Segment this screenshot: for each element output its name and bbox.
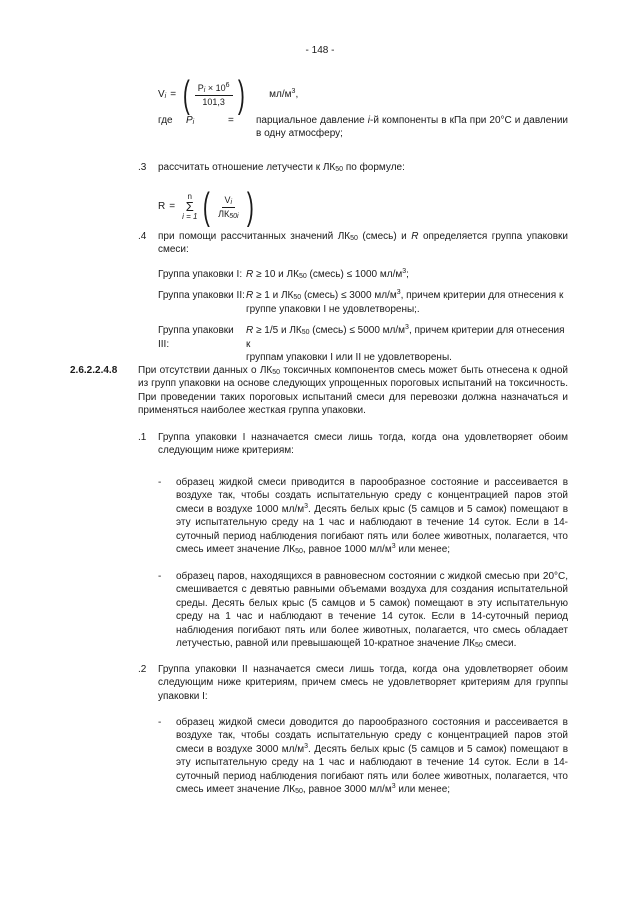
criterion-1b xyxy=(158,570,568,650)
bullet-dash: - xyxy=(158,571,162,582)
subitem-2 xyxy=(138,663,568,703)
bullet-dash: - xyxy=(158,477,162,488)
subitem-1 xyxy=(138,431,568,458)
formula-vi-unit: $мл/м^3$, xyxy=(269,88,299,101)
packing-group-criteria: R ≥ 10 и $ЛК_{50}$ (смесь) ≤ 1000 $мл/м^3$; xyxy=(246,268,409,280)
subitem-1-number: .1 xyxy=(138,432,147,443)
packing-group-3 xyxy=(158,324,568,364)
bullet-dash: - xyxy=(158,717,162,728)
sum-upper: n xyxy=(187,192,192,202)
formula-r-denominator: $ЛК_{50i}$ xyxy=(218,208,239,220)
packing-groups xyxy=(158,268,568,364)
item-4 xyxy=(138,230,568,257)
section-paragraph: При отсутствии данных о $ЛК_{50}$ токсичных компонентов смесь может быть отнесена к одной из групп упаковки на основе следующих упрощенных пороговых испытаний на токсичность. При проведении таких пороговых испытаний смеси для перевозки должна назначаться и применяться наиболее жесткая группа упаковки. xyxy=(138,365,568,417)
page-number: - 148 - xyxy=(305,45,335,56)
criterion-1a xyxy=(158,476,568,556)
where-clause xyxy=(158,114,568,141)
criterion-text: образец жидкой смеси доводится до парообразного состояния и рассеивается в воздухе так, чтобы создать испытательную среду с концентрацией паров этой смеси в воздухе 3000 $мл/м^3$. Десять белых крыс (5 самцов и 5 самок) помещают в эту испытательную среду на 1 час и наблюдают в течение 14 суток. Если в 14-суточный период наблюдения погибают пять или более животных, полагается, что смесь имеет значение $ЛК_{50}$, равное 3000 $мл/м^3$ или менее; xyxy=(176,717,569,795)
criterion-text: образец жидкой смеси приводится в парообразное состояние и рассеивается в воздухе так, чтобы создать испытательную среду с концентрацией паров этой смеси в воздухе 1000 $мл/м^3$. Десять белых крыс (5 самцов и 5 самок) помещают в эту испытательную среду на 1 час и наблюдают в течение 14 суток. Если в 14-суточный период наблюдения погибают пять или более животных, полагается, что смесь имеет значение $ЛК_{50}$, равное 1000 $мл/м^3$ или менее; xyxy=(176,477,569,555)
where-definition: парциальное давление i-й компоненты в кПа при 20°С и давлении в одну атмосферу; xyxy=(256,115,568,140)
paren-right: ) xyxy=(246,186,254,228)
packing-group-2 xyxy=(158,289,568,316)
formula-r xyxy=(158,188,256,226)
paren-left: ( xyxy=(203,186,211,228)
packing-group-label: Группа упаковки II: xyxy=(158,290,245,302)
formula-vi xyxy=(158,76,298,114)
formula-r-lhs: R xyxy=(158,201,166,213)
criterion-text: образец паров, находящихся в равновесном состоянии с жидкой смесью при 20°С, смешивается с девятью равными объемами воздуха для создания испытательной среды. Десять белых крыс (5 самцов и 5 самок) помещают в эту испытательную среду на 1 час и наблюдают в течение 14 суток. Если в 14-суточный период наблюдения погибают пять или более животных, полагается, что смесь обладает летучестью, равной или превышающей 10-кратное значение $ЛК_{50}$ смеси. xyxy=(176,571,568,649)
formula-r-equals: = xyxy=(169,201,176,213)
where-equals: = xyxy=(228,115,234,126)
subitem-1-text: Группа упаковки I назначается смеси лишь тогда, когда она удовлетворяет обоим следующим ниже критериям: xyxy=(158,432,568,457)
where-keyword: где xyxy=(158,115,173,126)
item-3-text: рассчитать отношение летучести к $ЛК_{50}$ по формуле: xyxy=(158,162,405,173)
formula-vi-lhs: $V_i$ xyxy=(158,89,167,101)
where-symbol: $P_i$ xyxy=(186,115,195,126)
packing-group-1 xyxy=(158,268,568,281)
packing-group-label: Группа упаковки III: xyxy=(158,325,234,350)
formula-vi-denominator: 101,3 xyxy=(202,96,225,107)
formula-r-numerator: $V_i$ xyxy=(222,195,236,208)
packing-group-criteria: R ≥ 1/5 и $ЛК_{50}$ (смесь) ≤ 5000 $мл/м^3$, причем критерии для отнесения к группам упаковки I или II не удовлетворены. xyxy=(246,324,565,363)
section-2-6-2-2-4-8 xyxy=(70,364,568,418)
criterion-2a xyxy=(158,716,568,796)
formula-vi-equals: = xyxy=(170,89,177,101)
formula-vi-fraction xyxy=(195,83,233,108)
formula-r-fraction xyxy=(215,195,242,220)
paren-right: ) xyxy=(237,74,245,116)
section-number: 2.6.2.2.4.8 xyxy=(70,365,118,376)
packing-group-label: Группа упаковки I: xyxy=(158,269,243,280)
subitem-2-text: Группа упаковки II назначается смеси лишь тогда, когда она удовлетворяет обоим следующим ниже критериям, причем смесь не удовлетворяет критериям для группы упаковки I: xyxy=(158,664,568,702)
formula-vi-numerator: $P_i \times 10^6$ xyxy=(195,83,233,96)
sum-operator xyxy=(182,193,197,221)
paren-left: ( xyxy=(182,74,190,116)
item-3 xyxy=(138,161,568,174)
item-4-text: при помощи рассчитанных значений $ЛК_{50}$ (смесь) и R определяется группа упаковки смеси: xyxy=(158,231,569,256)
item-3-number: .3 xyxy=(138,162,147,173)
sum-sign: Σ xyxy=(185,199,194,215)
subitem-2-number: .2 xyxy=(138,664,147,675)
sum-lower: i = 1 xyxy=(182,211,198,221)
packing-group-criteria: R ≥ 1 и $ЛК_{50}$ (смесь) ≤ 3000 $мл/м^3$, причем критерии для отнесения к группе упаковки I не удовлетворены;. xyxy=(246,289,564,315)
item-4-number: .4 xyxy=(138,231,147,242)
